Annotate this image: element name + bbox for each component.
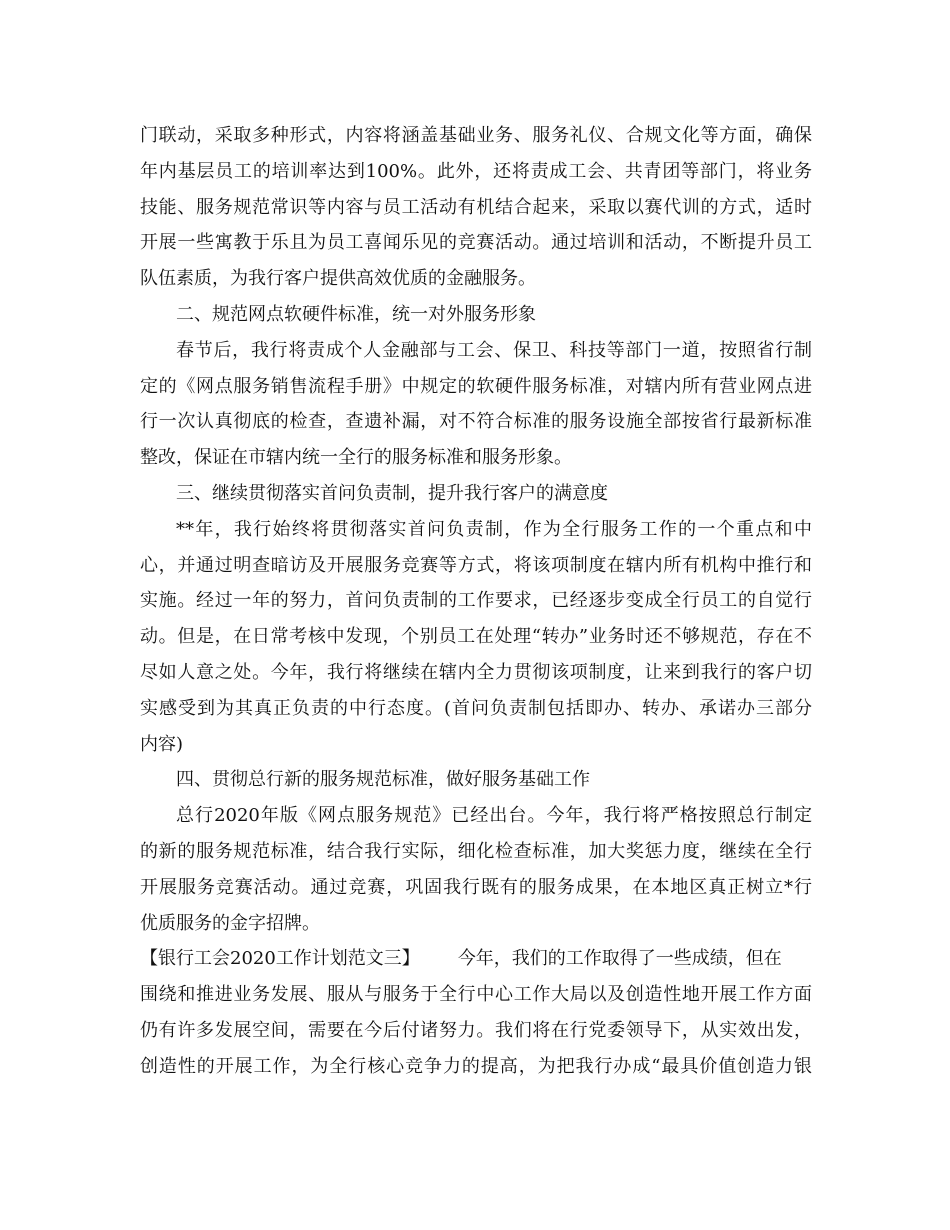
paragraph-line: 年内基层员工的培训率达到100%。此外，还将责成工会、共青团等部门，将业务 bbox=[140, 160, 812, 182]
paragraph-line: 优质服务的金字招牌。 bbox=[140, 912, 320, 934]
paragraph-line: 仍有许多发展空间，需要在今后付诸努力。我们将在行党委领导下，从实效出发， bbox=[140, 1019, 812, 1041]
paragraph-line: 实施。经过一年的努力，首问负责制的工作要求，已经逐步变成全行员工的自觉行 bbox=[140, 590, 812, 612]
paragraph-line: 动。但是，在日常考核中发现，个别员工在处理“转办”业务时还不够规范，存在不 bbox=[140, 626, 812, 648]
paragraph-line: 围绕和推进业务发展、服从与服务于全行中心工作大局以及创造性地开展工作方面 bbox=[140, 984, 812, 1006]
section3-heading: 【银行工会2020工作计划范文三】 bbox=[140, 948, 420, 970]
paragraph-line: 春节后，我行将责成个人金融部与工会、保卫、科技等部门一道，按照省行制 bbox=[176, 339, 812, 361]
paragraph-line: **年，我行始终将贯彻落实首问负责制，作为全行服务工作的一个重点和中 bbox=[176, 518, 812, 540]
paragraph-line: 行一次认真彻底的检查，查遗补漏，对不符合标准的服务设施全部按省行最新标准 bbox=[140, 411, 812, 433]
paragraph-line: 内容) bbox=[140, 733, 184, 755]
paragraph-line: 创造性的开展工作，为全行核心竞争力的提高，为把我行办成“最具价值创造力银 bbox=[140, 1055, 812, 1077]
paragraph-line: 队伍素质，为我行客户提供高效优质的金融服务。 bbox=[140, 268, 536, 290]
section3-lead: 今年，我们的工作取得了一些成绩，但在 bbox=[457, 948, 782, 970]
paragraph-line: 尽如人意之处。今年，我行将继续在辖内全力贯彻该项制度，让来到我行的客户切 bbox=[140, 661, 812, 683]
paragraph-line: 技能、服务规范常识等内容与员工活动有机结合起来，采取以赛代训的方式，适时 bbox=[140, 196, 812, 218]
section3-heading-line bbox=[140, 941, 812, 977]
section-heading: 三、继续贯彻落实首问负责制，提升我行客户的满意度 bbox=[176, 482, 608, 504]
paragraph-line: 心，并通过明查暗访及开展服务竞赛等方式，将该项制度在辖内所有机构中推行和 bbox=[140, 554, 812, 576]
paragraph-line: 总行2020年版《网点服务规范》已经出台。今年，我行将严格按照总行制定 bbox=[176, 805, 812, 827]
paragraph-line: 开展一些寓教于乐且为员工喜闻乐见的竞赛活动。通过培训和活动，不断提升员工 bbox=[140, 232, 812, 254]
section-heading: 二、规范网点软硬件标准，统一对外服务形象 bbox=[176, 303, 536, 325]
paragraph-line: 开展服务竞赛活动。通过竞赛，巩固我行既有的服务成果，在本地区真正树立*行 bbox=[140, 876, 812, 898]
paragraph-line: 的新的服务规范标准，结合我行实际，细化检查标准，加大奖惩力度，继续在全行 bbox=[140, 840, 812, 862]
section-heading: 四、贯彻总行新的服务规范标准，做好服务基础工作 bbox=[176, 769, 590, 791]
paragraph-line: 门联动，采取多种形式，内容将涵盖基础业务、服务礼仪、合规文化等方面，确保 bbox=[140, 125, 812, 146]
document-page bbox=[140, 118, 812, 1085]
paragraph-line: 定的《网点服务销售流程手册》中规定的软硬件服务标准，对辖内所有营业网点进 bbox=[140, 375, 812, 397]
paragraph-line: 整改，保证在市辖内统一全行的服务标准和服务形象。 bbox=[140, 447, 572, 469]
paragraph-line: 实感受到为其真正负责的中行态度。(首问负责制包括即办、转办、承诺办三部分 bbox=[140, 697, 812, 719]
